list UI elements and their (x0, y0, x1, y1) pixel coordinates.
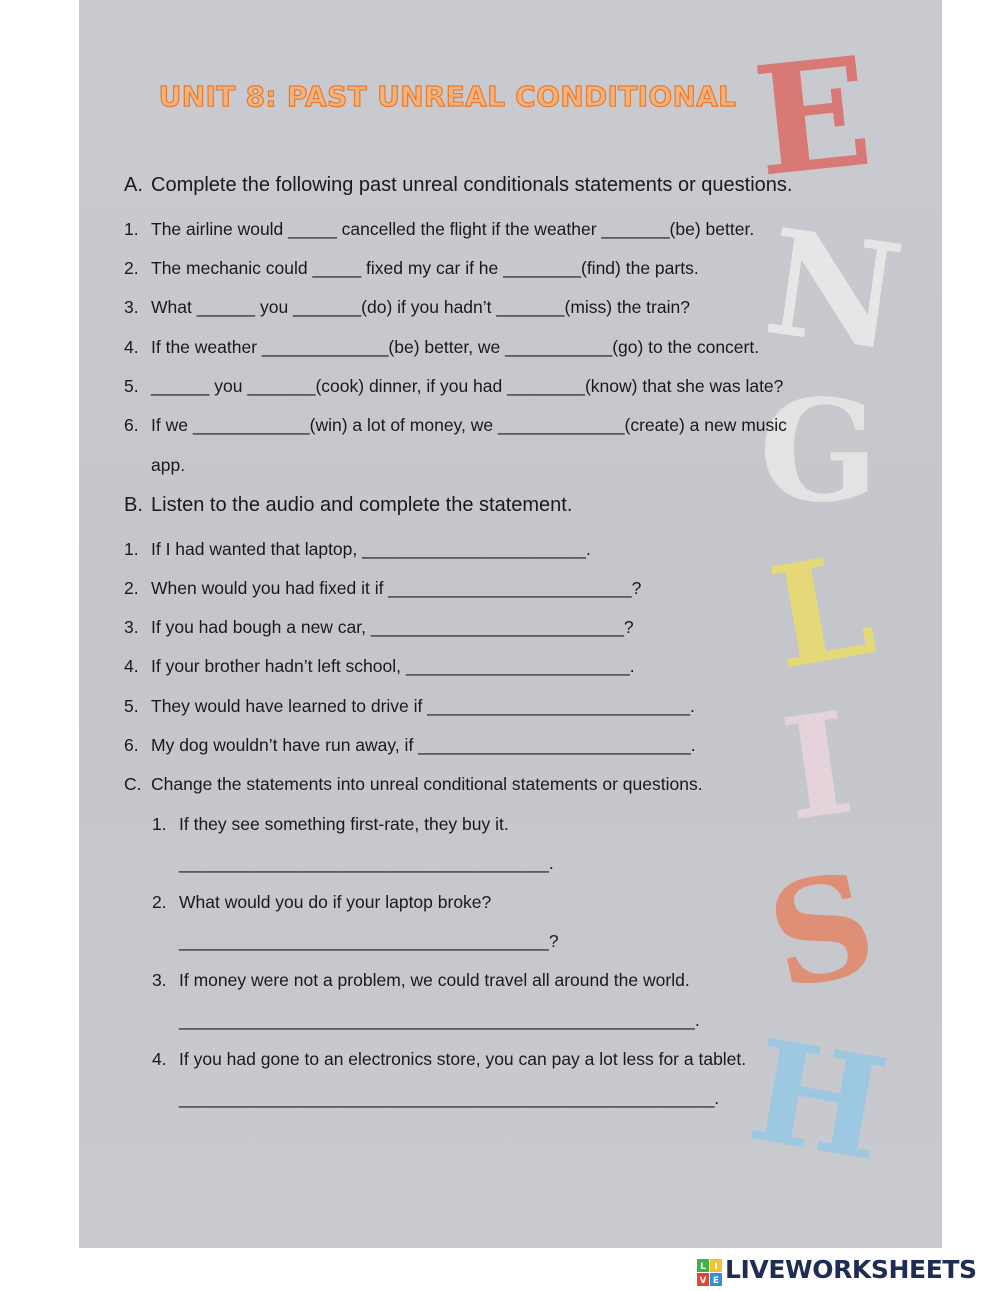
a-item-6-number: 6. (124, 415, 139, 435)
c-item-2-number: 2. (152, 892, 167, 912)
c-item-2-answer-line[interactable]: ______________________________________? (179, 931, 559, 951)
c-item-3-answer-line[interactable]: _____________________________________________________. (179, 1010, 700, 1030)
c-item-1-number: 1. (152, 814, 167, 834)
decor-letter-e: E (746, 23, 879, 211)
c-item-2: What would you do if your laptop broke? (179, 892, 492, 912)
page-title: UNIT 8: PAST UNREAL CONDITIONAL (158, 80, 737, 113)
b-item-5-number: 5. (124, 696, 139, 716)
decor-letter-l: L (759, 523, 886, 702)
c-item-4-number: 4. (152, 1049, 167, 1069)
a-item-2-number: 2. (124, 258, 139, 278)
logo-letter-l: L (700, 1262, 706, 1272)
b-item-6-number: 6. (124, 735, 139, 755)
a-item-6: If we ____________(win) a lot of money, we _____________(create) a new music (151, 415, 787, 435)
c-item-3-number: 3. (152, 970, 167, 990)
b-item-1: If I had wanted that laptop, _______________________. (151, 539, 591, 559)
section-c-marker: C. (124, 774, 142, 794)
c-item-1-answer-line[interactable]: ______________________________________. (179, 853, 554, 873)
a-item-5: ______ you _______(cook) dinner, if you had ________(know) that she was late? (151, 376, 784, 396)
c-item-3: If money were not a problem, we could travel all around the world. (179, 970, 690, 990)
b-item-2-number: 2. (124, 578, 139, 598)
logo-letter-v: V (699, 1276, 707, 1286)
b-item-4-number: 4. (124, 656, 139, 676)
b-item-4: If your brother hadn’t left school, _______________________. (151, 656, 635, 676)
section-a-heading: Complete the following past unreal conditionals statements or questions. (151, 174, 793, 196)
a-item-5-number: 5. (124, 376, 139, 396)
decor-letter-g: G (759, 370, 879, 534)
b-item-3-number: 3. (124, 617, 139, 637)
decor-letter-h: H (738, 1008, 898, 1194)
a-item-3: What ______ you _______(do) if you hadn’t _______(miss) the train? (151, 297, 690, 317)
b-item-2: When would you had fixed it if _________________________? (151, 578, 642, 598)
a-item-1-number: 1. (124, 219, 139, 239)
a-item-4: If the weather _____________(be) better, we ___________(go) to the concert. (151, 337, 760, 357)
c-item-1: If they see something first-rate, they buy it. (179, 814, 509, 834)
liveworksheets-logo[interactable] (697, 1255, 997, 1289)
a-item-1: The airline would _____ cancelled the flight if the weather _______(be) better. (151, 219, 755, 239)
b-item-3: If you had bough a new car, __________________________? (151, 617, 634, 637)
liveworksheets-logo-icon (697, 1259, 723, 1289)
decor-letter-i: I (773, 681, 862, 854)
logo-letter-e: E (712, 1276, 720, 1286)
a-item-2: The mechanic could _____ fixed my car if he ________(find) the parts. (151, 258, 699, 278)
section-a-marker: A. (124, 174, 143, 196)
section-c-heading: Change the statements into unreal conditional statements or questions. (151, 774, 703, 794)
section-b-marker: B. (124, 494, 143, 516)
liveworksheets-brand-text: LIVEWORKSHEETS (725, 1255, 977, 1284)
section-b-heading: Listen to the audio and complete the statement. (151, 494, 573, 516)
a-item-4-number: 4. (124, 337, 139, 357)
c-item-4: If you had gone to an electronics store, you can pay a lot less for a tablet. (179, 1049, 747, 1069)
a-item-6-continued: app. (151, 455, 186, 475)
b-item-1-number: 1. (124, 539, 139, 559)
logo-letter-i: I (714, 1262, 718, 1272)
b-item-6: My dog wouldn’t have run away, if ____________________________. (151, 735, 696, 755)
decor-letter-n: N (756, 197, 912, 385)
c-item-4-answer-line[interactable]: _______________________________________________________. (179, 1088, 720, 1108)
decor-letter-s: S (755, 840, 889, 1023)
b-item-5: They would have learned to drive if ___________________________. (151, 696, 695, 716)
a-item-3-number: 3. (124, 297, 139, 317)
